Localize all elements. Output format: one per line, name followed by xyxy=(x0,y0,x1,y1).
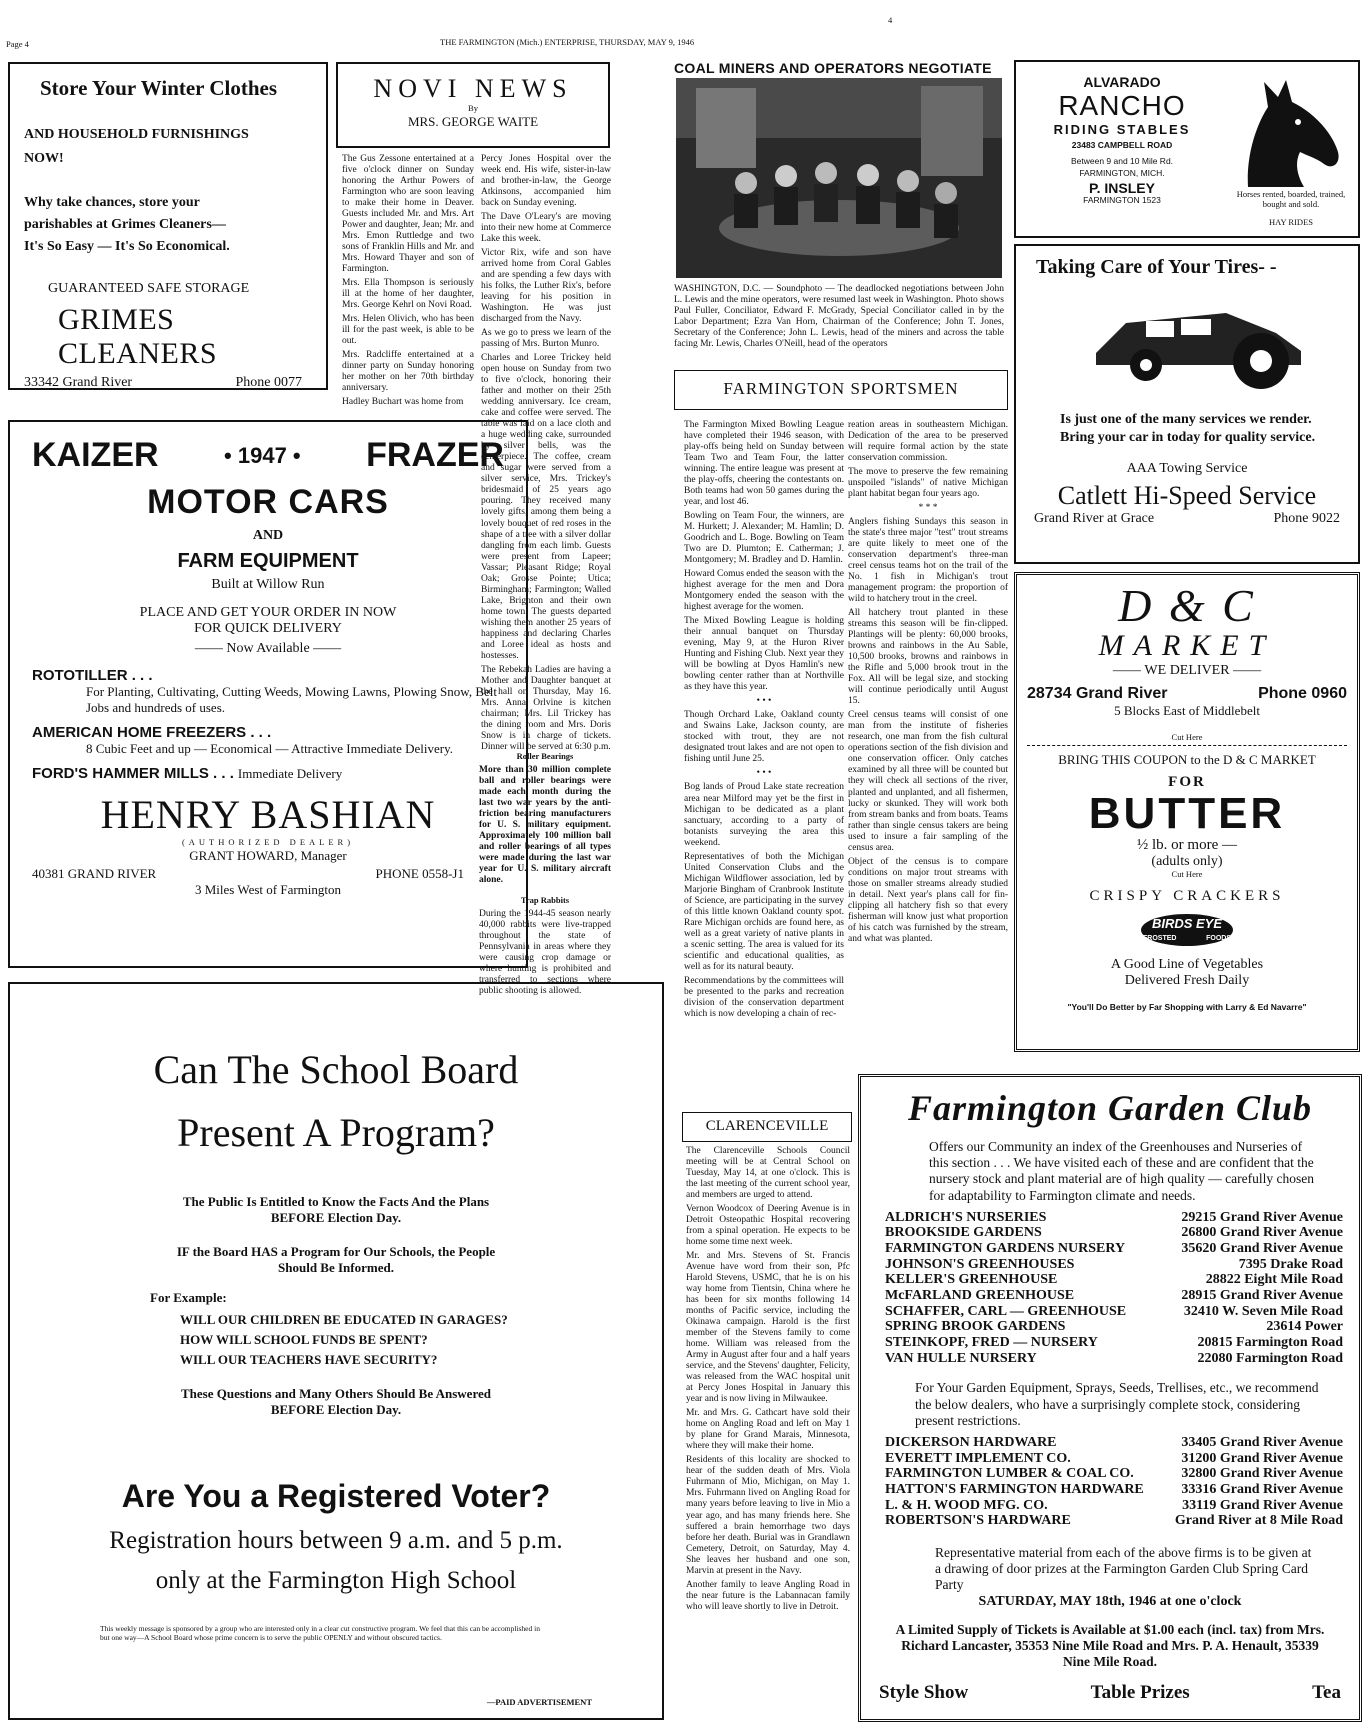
catlett-towing: AAA Towing Service xyxy=(1126,461,1248,477)
garden-intro: Offers our Community an index of the Greenhouses and Nurseries of this section . . . We have visited each of these and are confident that the nursery stock and plant material are of high quality — carefully chosen for adaptability to Farmington climate and needs. xyxy=(929,1139,1314,1203)
filler-heading: Roller Bearings xyxy=(516,751,574,761)
dealer-list xyxy=(885,1435,1343,1529)
catlett-address: Grand River at Grace xyxy=(1034,511,1155,527)
alvarado-line: Between 9 and 10 Mile Rd. xyxy=(1070,155,1174,166)
novi-paragraph: Charles and Loree Trickey held open house on Sunday from two to five o'clock, honoring their father and mother on their 25th wedding anniversary. Ice cream, cake and coffee were served. The table was laid on a lace cloth and a huge wedding cake, surrounded by silver bells, was the centerpiece. The coffee, cream and sugar were served from a silver service, Mrs. Trickey's bridesmaid of 25 years ago pouring. They received many lovely gifts, among them being a lovely bouquet of red roses in the shape of a tree with a silver dollar dangling from each limb. Guests were present from Lapeer; Vassar; Pleasant Ridge; Royal Oak; Grosse Pointe; Utica; Birmingham; Farmington; Walled Lake, Brighton and their own home town. The guests departed wishing them another 25 years of happiness and declaring Charles and Loree ideal as hosts and hostesses. xyxy=(481,353,611,661)
freezers-desc: 8 Cubic Feet and up — Economical — Attractive Immediate Delivery. xyxy=(86,741,454,756)
filler-text: More than 30 million complete ball and roller bearings were made each month during the last two war years by the anti-friction bearing manufacturers for U. S. military equipment. Approximately 100 million ball and roller bearings of all types were made during the last war year for U. S. military aircraft alone. xyxy=(479,764,611,885)
nursery-row: FARMINGTON GARDENS NURSERY 35620 Grand River Avenue xyxy=(885,1241,1343,1257)
school-question: WILL OUR CHILDREN BE EDUCATED IN GARAGES? xyxy=(180,1312,508,1327)
garden-club-ad xyxy=(858,1074,1362,1722)
sports-paragraph: Recommendations by the committees will be presented to the parks and recreation division of the conservation department which is now developing a chain of rec- xyxy=(684,975,844,1019)
farm-equipment: FARM EQUIPMENT xyxy=(177,550,359,572)
novi-paragraph: Mrs. Ella Thompson is seriously ill at the home of her daughter, Mrs. George Kehrl on Novi Road. xyxy=(342,278,474,311)
sports-paragraph: Though Orchard Lake, Oakland county and Swains Lake, Jackson county, are stocked with trout, they are not designated trout lakes and are not open to fishing until June 25. xyxy=(684,710,844,765)
kaizer-available: Now Available xyxy=(226,641,310,656)
dateline: THE FARMINGTON (Mich.) ENTERPRISE, THURSDAY, MAY 9, 1946 xyxy=(440,37,695,47)
school-line: Should Be Informed. xyxy=(278,1260,394,1275)
nursery-list xyxy=(885,1210,1343,1367)
filler-text: During the 1944-45 season nearly 40,000 rabbits were live-trapped throughout the state of Pennsylvania in areas where they were causing crop damage or where hunting is prohibited and transferred to sections where public shooting is allowed. xyxy=(479,908,611,996)
dc-for: FOR xyxy=(1168,773,1206,790)
car-tire-icon xyxy=(1086,283,1316,393)
dc-crackers: CRISPY CRACKERS xyxy=(1089,887,1285,904)
dc-coupon: BRING THIS COUPON to the D & C MARKET xyxy=(1058,751,1316,767)
dc-phone: Phone 0960 xyxy=(1258,685,1347,702)
kaizer-built: Built at Willow Run xyxy=(211,577,325,592)
horse-icon xyxy=(1228,72,1348,192)
nursery-row: McFARLAND GREENHOUSE 28915 Grand River Avenue xyxy=(885,1288,1343,1304)
grimes-line: AND HOUSEHOLD FURNISHINGS xyxy=(24,127,249,142)
clar-body xyxy=(686,1146,850,1722)
alvarado-line: RIDING STABLES xyxy=(1053,122,1191,137)
garden-title: Farmington Garden Club xyxy=(907,1088,1313,1128)
kaizer-ad: KAIZER • 1947 • FRAZER MOTOR CARS AND FARM EQUIPMENT Built at Willow Run PLACE AND GET YOUR ORDER IN NOW FOR QUICK DELIVERY —— Now Available —— ROTOTILLER . . . For Planting, Cultivating, Cutting Weeds, Mowing Lawns, Plowing Snow, Belt Jobs and hundreds of uses. AMERICAN HOME FREEZERS . . . 8 Cubic Feet and up — Economical — Attractive Immediate Delivery. FORD'S HAMMER MILLS . . . Immediate Delivery HENRY BASHIAN (AUTHORIZED DEALER) GRANT HOWARD, Manager 40381 GRAND RIVER PHONE 0558-J1 3 Miles West of Farmington xyxy=(8,420,528,968)
sports-header xyxy=(674,370,1008,410)
voter-heading: Are You a Registered Voter? xyxy=(121,1478,551,1514)
nursery-row: SPRING BROOK GARDENS 23614 Power xyxy=(885,1319,1343,1335)
dc-address: 28734 Grand River xyxy=(1027,685,1168,702)
sports-paragraph: The move to preserve the few remaining unspoiled "islands" of native Michigan plant habitat began four years ago. xyxy=(848,467,1008,500)
school-line: BEFORE Election Day. xyxy=(270,1210,402,1225)
nursery-row: ALDRICH'S NURSERIES 29215 Grand River Avenue xyxy=(885,1209,1343,1225)
hammer-mills: FORD'S HAMMER MILLS . . . xyxy=(32,765,234,782)
grimes-address: 33342 Grand River xyxy=(24,375,133,390)
garden-rep: Representative material from each of the above firms is to be given at a drawing of door prizes at the Farmington Garden Club Spring Card Party xyxy=(935,1545,1312,1593)
nursery-row: SCHAFFER, CARL — GREENHOUSE 32410 W. Seven Mile Road xyxy=(885,1303,1343,1319)
novi-paragraph: Victor Rix, wife and son have arrived home from Coral Gables and are spending a few days with his folks, the Luther Rix's, before leaving for his position in Washington. He was just discharged from the Navy. xyxy=(481,248,611,325)
clar-paragraph: Mr. and Mrs. G. Cathcart have sold their home on Angling Road and left on May 1 by plane for Grand Marais, Minnesota, where they will make their home. xyxy=(686,1408,850,1452)
garden-date: SATURDAY, MAY 18th, 1946 at one o'clock xyxy=(978,1593,1242,1609)
novi-paragraph: Hadley Buchart was home from xyxy=(342,397,464,408)
folio: 4 xyxy=(888,15,893,25)
dealer-row: ROBERTSON'S HARDWARE Grand River at 8 Mile Road xyxy=(885,1513,1343,1529)
coal-title: COAL MINERS AND OPERATORS NEGOTIATE xyxy=(674,60,992,76)
novi-paragraph: The Dave O'Leary's are moving into their new home at Commerce Lake this week. xyxy=(481,212,611,245)
page-number: Page 4 xyxy=(6,39,29,49)
catlett-phone: Phone 9022 xyxy=(1273,511,1340,527)
novi-paragraph: Mrs. Radcliffe entertained at a dinner party on Sunday honoring her mother on her 70th birthday anniversary. xyxy=(342,350,474,394)
clar-paragraph: The Clarenceville Schools Council meeting will be at Central School on Tuesday, May 14, at one o'clock. This is the last meeting of the current school year, and members are urged to attend. xyxy=(686,1146,850,1201)
school-line: The Public Is Entitled to Know the Facts And the Plans xyxy=(182,1194,490,1209)
tea: Tea xyxy=(1312,1682,1341,1704)
coal-story xyxy=(674,60,1004,360)
garden-tickets: A Limited Supply of Tickets is Available at $1.00 each (incl. tax) from Mrs. Richard Lancaster, 35353 Nine Mile Road and Mrs. P. A. Henault, 35339 Nine Mile Road. xyxy=(895,1621,1325,1669)
rototiller-desc: For Planting, Cultivating, Cutting Weeds, Mowing Lawns, Plowing Snow, Belt Jobs and hundreds of uses. xyxy=(86,684,497,715)
dc-market-ad: D & C MARKET —— WE DELIVER —— 28734 Grand River Phone 0960 5 Blocks East of Middlebelt Cut Here BRING THIS COUPON to the D & C MARKET FOR BUTTER ½ lb. or more — (adults only) Cut Here CRISPY CRACKERS BIRDS EYE FROSTED FOODS A Good Line of Vegetables Delivered Fresh Daily "You'll Do Better by Far Shopping with Larry & Ed Navarre" xyxy=(1014,572,1360,1052)
sports-col-1: The Farmington Mixed Bowling League have completed their 1946 season, with play-offs being held on Sunday between Team Two and Team Four, the latter winning. The entire league was present at the play-offs, cheering the contestants on. Both teams had won 50 games during the year, and lost 46. Bowling on Team Four, the winners, are M. Hurkett; J. Alexander; M. Hamlin; D. Goodrich and L. Boge. Bowling on Team Two are D. Plumton; E. Catherman; J. Montgomery; M. Bradley and D. Hamlin. Howard Comus ended the season with the highest average for the men and Dora Montgomery ended the season with the highest average for the women. The Mixed Bowling League is holding their annual banquet on Thursday evening, May 9, at the Huron River Hunting and Fishing Club. Next year they will be bowling at Dyos Hamlin's new bowling center rather than at Northville as they have this year. • • • Though Orchard Lake, Oakland county and Swains Lake, Jackson county, are stocked with trout, they are not designated trout lakes and are not open to fishing until June 25. • • • Bog lands of Proud Lake state recreation area near Milford may yet be the first in Michigan to be dedicated as a plant sanctuary, according to a party of botanists surveying the area this weekend. Representatives of both the Michigan United Conservation Clubs and the Michigan Wildflower association, led by Marjorie Bingham of Cranbrook Institute of Science, are participating in the survey of this little known Oakland county spot. Rare Michigan orchids are found here, as well as a great variety of native plants in a scenic setting. The area is valued for its scientific and educational qualities, as well as for its natural beauty. Recommendations by the committees will be presented to the parks and recreation division of the conservation department which is now developing a chain of rec- xyxy=(684,420,844,1019)
alvarado-line: ALVARADO xyxy=(1083,74,1161,90)
sports-paragraph: The Farmington Mixed Bowling League have completed their 1946 season, with play-offs being held on Sunday between Team Two and Team Four, the latter winning. The entire league was present at the play-offs, cheering the contestants on. Both teams had won 50 games during the year, and lost 46. xyxy=(684,420,844,508)
nursery-row: VAN HULLE NURSERY 22080 Farmington Road xyxy=(885,1350,1343,1366)
alvarado-line: FARMINGTON, MICH. xyxy=(1079,167,1165,178)
grimes-name: GRIMES CLEANERS xyxy=(58,303,218,370)
school-line: BEFORE Election Day. xyxy=(270,1402,402,1417)
dealer-row: L. & H. WOOD MFG. CO. 33119 Grand River Avenue xyxy=(885,1497,1343,1513)
dc-veg: Delivered Fresh Daily xyxy=(1124,972,1250,988)
hammer-mills-desc: Immediate Delivery xyxy=(237,766,343,781)
sports-title: FARMINGTON SPORTSMEN xyxy=(723,379,959,398)
dc-veg: A Good Line of Vegetables xyxy=(1110,956,1264,972)
kaizer-order: PLACE AND GET YOUR ORDER IN NOW xyxy=(139,605,397,620)
alvarado-horses: Horses rented, boarded, trained, bought and sold. xyxy=(1236,189,1346,209)
rototiller: ROTOTILLER . . . xyxy=(32,667,153,684)
alvarado-owner: P. INSLEY xyxy=(1089,180,1155,197)
clar-header xyxy=(682,1112,852,1142)
dc-blocks: 5 Blocks East of Middlebelt xyxy=(1114,703,1260,718)
grimes-line: parishables at Grimes Cleaners— xyxy=(24,217,226,232)
catlett-name: Catlett Hi-Speed Service xyxy=(1057,481,1317,511)
catlett-title: Taking Care of Your Tires- - xyxy=(1036,256,1277,278)
school-example: For Example: xyxy=(150,1290,227,1305)
dealer-miles: 3 Miles West of Farmington xyxy=(194,881,342,897)
alvarado-line: 23483 CAMPBELL ROAD xyxy=(1071,140,1173,150)
grimes-phone: Phone 0077 xyxy=(235,375,302,390)
birds-eye-text: BIRDS EYE xyxy=(1151,915,1223,931)
school-question: WILL OUR TEACHERS HAVE SECURITY? xyxy=(180,1352,438,1367)
birds-eye-logo xyxy=(1139,913,1235,947)
sports-paragraph: Representatives of both the Michigan United Conservation Clubs and the Michigan Wildflower association, led by Marjorie Bingham of Cranbrook Institute of Science, are participating in the survey of this little known Oakland county spot. Rare Michigan orchids are found here, as well as a great variety of native plants in a scenic setting. The area is valued for its scientific and educational qualities, as well as for its natural beauty. xyxy=(684,851,844,972)
school-line: These Questions and Many Others Should Be Answered xyxy=(180,1386,491,1401)
frazer-word: FRAZER xyxy=(366,436,504,474)
grimes-ad xyxy=(8,62,328,390)
alvarado-ad xyxy=(1014,60,1360,238)
alvarado-phone: FARMINGTON 1523 xyxy=(1083,195,1161,206)
dealer-row: FARMINGTON LUMBER & COAL CO. 32800 Grand River Avenue xyxy=(885,1466,1343,1482)
school-heading: Can The School Board xyxy=(153,1047,519,1092)
nursery-row: JOHNSON'S GREENHOUSES 7395 Drake Road xyxy=(885,1256,1343,1272)
sports-separator: * * * xyxy=(918,503,938,514)
sports-paragraph: All hatchery trout planted in these streams this season will be fin-clipped. Plantings will be plenty: 60,000 brooks, browns and rainbows in the Au Sable, 10,500 brooks, browns and rainbows in the Rifle and 5,000 brook trout in the Fox. All will be legal size, and stocking will continue periodically until August 15. xyxy=(848,608,1008,707)
sports-paragraph: Creel census teams will consist of one man from the institute of fisheries research, one man from the fish cultural operations section of the fish division and one conservation officer. Only catches examined by all three will be counted but they will check all sections of the river, planted and unplanted, and all fishermen, lucky or skunked. They will work both from stream banks and from boats. Teams rather than single census takers are being used to insure a fair sampling of the census area. xyxy=(848,710,1008,853)
kaizer-quick: FOR QUICK DELIVERY xyxy=(194,621,342,636)
school-heading: Present A Program? xyxy=(177,1110,495,1155)
sports-paragraph: Anglers fishing Sundays this season in the state's three major "test" trout streams are quite likely to meet one of the conservation department's three-man creel census teams hot on the trail of the No. 1 fish in Michigan's trout management program: the proportion of wild to hatchery trout in the creel. xyxy=(848,517,1008,605)
cut-here: Cut Here xyxy=(1171,868,1203,879)
novi-header xyxy=(336,62,610,148)
nursery-row: BROOKSIDE GARDENS 26800 Grand River Avenue xyxy=(885,1225,1343,1241)
catlett-body: Is just one of the many services we render. Bring your car in today for quality service. xyxy=(1060,412,1316,446)
catlett-ad xyxy=(1014,244,1360,564)
dealer-name: HENRY BASHIAN xyxy=(100,792,436,837)
dc-adults: (adults only) xyxy=(1151,853,1223,869)
dc-deliver: WE DELIVER xyxy=(1144,663,1230,678)
registration-place: only at the Farmington High School xyxy=(155,1567,517,1594)
style-show: Style Show xyxy=(879,1682,969,1704)
coal-photo xyxy=(676,78,1002,278)
grimes-line: NOW! xyxy=(24,151,64,166)
dealer-phone: PHONE 0558-J1 xyxy=(375,865,464,881)
novi-title: NOVI NEWS xyxy=(373,74,573,103)
alvarado-hay: HAY RIDES xyxy=(1268,217,1313,227)
grimes-line: Why take chances, store your xyxy=(24,195,200,210)
clar-title: CLARENCEVILLE xyxy=(705,1118,829,1134)
grimes-line: GUARANTEED SAFE STORAGE xyxy=(48,281,250,296)
garden-equip: For Your Garden Equipment, Sprays, Seeds, Trellises, etc., we recommend the below dealers, who have a surprisingly complete stock, considering present restrictions. xyxy=(915,1380,1319,1428)
grimes-line: It's So Easy — It's So Economical. xyxy=(24,239,230,254)
dc-lb: ½ lb. or more — xyxy=(1137,836,1237,853)
novi-paragraph: As we go to press we learn of the passing of Mrs. Burton Munro. xyxy=(481,328,611,350)
dealer-row: EVERETT IMPLEMENT CO. 31200 Grand River Avenue xyxy=(885,1450,1343,1466)
coal-caption: WASHINGTON, D.C. — Soundphoto — The deadlocked negotiations between John L. Lewis and the mine operators, were resumed last week in Washington. Photo shows Paul Fuller, Conciliator, Edward F. McGrady, Special Conciliator called in by the Labor Department; Ezra Van Horn, Chairman of the Conference; John T. Jones, Secretary of the Conference; John L. Lewis, head of the miners and across the table facing Mr. Lewis, Charles O'Neill, head of the operators xyxy=(674,284,1004,350)
clar-paragraph: Vernon Woodcox of Deering Avenue is in Detroit Osteopathic Hospital recovering from a spinal operation. He expects to be home some time next week. xyxy=(686,1204,850,1248)
school-question: HOW WILL SCHOOL FUNDS BE SPENT? xyxy=(180,1332,428,1347)
kaizer-year: • 1947 • xyxy=(224,442,301,468)
school-line: IF the Board HAS a Program for Our Schools, the People xyxy=(176,1244,496,1259)
school-board-ad xyxy=(8,982,664,1720)
dealer-row: DICKERSON HARDWARE 33405 Grand River Avenue xyxy=(885,1435,1343,1451)
sports-paragraph: Howard Comus ended the season with the highest average for the men and Dora Montgomery ended the season with the highest average for the women. xyxy=(684,569,844,613)
sports-paragraph: Bowling on Team Four, the winners, are M. Hurkett; J. Alexander; M. Hamlin; D. Goodrich and L. Boge. Bowling on Team Two are D. Plumton; E. Catherman; J. Montgomery; M. Bradley and D. Hamlin. xyxy=(684,511,844,566)
grimes-title: Store Your Winter Clothes xyxy=(40,76,278,100)
dc-market: MARKET xyxy=(1098,629,1276,662)
sports-paragraph: The Mixed Bowling League is holding their annual banquet on Thursday evening, May 9, at the Huron River Hunting and Fishing Club. Next year they will be bowling at Dyos Hamlin's new bowling center rather than at Northville as they have this year. xyxy=(684,616,844,693)
novi-paragraph: The Rebekah Ladies are having a Mother and Daughter banquet at the hall on Thursday, May 16. Mrs. Anna Orlvine is kitchen chairman; Mrs. Lil Trickey has the dining room and Mrs. Doris Snow is in charge of tickets. Dinner will be served at 6:30 p.m. xyxy=(481,664,611,752)
dealer-address: 40381 GRAND RIVER xyxy=(32,865,157,881)
novi-col-1 xyxy=(342,154,474,408)
novi-paragraph: The Gus Zessone entertained at a five o'clock dinner on Sunday honoring the Arthur Powers of Farmington who are soon leaving to make their home in Deaver. Guests included Mr. and Mrs. Art Power and daughter, Jean; Mr. and Mrs. Emon Ruttledge and two sons of Franklin Hills and Mr. and Mrs. Howard Thayer and son of Farmington. xyxy=(342,154,474,275)
sports-paragraph: reation areas in southeastern Michigan. Dedication of the area to be preserved will require formal action by the state conservation commission. xyxy=(848,420,1008,464)
kaizer-and: AND xyxy=(252,528,284,543)
sports-paragraph: Bog lands of Proud Lake state recreation area near Milford may yet be the first in Michigan to be dedicated as a plant sanctuary, according to a party of botanists surveying the area this weekend. xyxy=(684,782,844,848)
sports-paragraph: Object of the census is to compare conditions on major trout streams with those on smaller streams already studied in detail. Next year's plans call for fin-clipping all hatchery fish so that every fisherman will know just what proportion of his catch was furnished by the stream, and what was planted. xyxy=(848,856,1008,944)
dealer-row: HATTON'S FARMINGTON HARDWARE 33316 Grand River Avenue xyxy=(885,1482,1343,1498)
foods-text: FOODS xyxy=(1206,934,1231,942)
novi-paragraph: Mrs. Helen Olivich, who has been ill for the past week, is able to be out. xyxy=(342,314,474,347)
dealer-auth: (AUTHORIZED DEALER) xyxy=(181,837,355,847)
clar-paragraph: Another family to leave Angling Road in the near future is the Labannacan family who will leave shortly to live in Detroit. xyxy=(686,1579,850,1612)
novi-paragraph: Percy Jones Hospital over the week end. His wife, sister-in-law and brother-in-law, the George Atkinsons, accompanied him back on Sunday evening. xyxy=(481,154,611,209)
paid-advertisement: —PAID ADVERTISEMENT xyxy=(486,1697,592,1708)
kaizer-word: KAIZER xyxy=(32,436,159,474)
clar-paragraph: Residents of this locality are shocked to hear of the sudden death of Mrs. Viola Fuhrmann of Mio, Michigan, on May 1. Mrs. Fuhrmann lived on Angling Road for many years before leaving to live in Mio a year ago, and has many friends here. She suffered a brain hemorrhage two days before her death. Burial was in Grandlawn Cemetery, Detroit, on Saturday, May 4. She leaves her husband and one son, Marvin at present in the Navy. xyxy=(686,1455,850,1576)
dc-slogan: "You'll Do Better by Far Shopping with Larry & Ed Navarre" xyxy=(1067,1001,1307,1012)
novi-by: By xyxy=(468,103,478,113)
nursery-row: STEINKOPF, FRED — NURSERY 20815 Farmington Road xyxy=(885,1335,1343,1351)
alvarado-rancho: RANCHO xyxy=(1058,90,1186,121)
dealer-manager: GRANT HOWARD, Manager xyxy=(189,847,347,863)
cut-here: Cut Here xyxy=(1171,732,1203,742)
novi-author: MRS. GEORGE WAITE xyxy=(407,113,539,129)
motor-cars: MOTOR CARS xyxy=(147,483,389,521)
registration-hours: Registration hours between 9 a.m. and 5 p.m. xyxy=(109,1527,563,1554)
clar-paragraph: Mr. and Mrs. Stevens of St. Francis Avenue have word from their son, Pfc Harold Stevens, USMC, that he is on his way home from Tientsin, China where he has been for six months following 14 months of Pacific service, including the Okinawa campaign. Harold is the first member of the Stevens family to come home. William was released from the Army in August after four and a half years service, and the Stevens' daughter, Felicity, was released from the WAC hospital unit at Percy Jones Hospital in January this year and is now living in Milwaukee. xyxy=(686,1251,850,1405)
frosted-text: FROSTED xyxy=(1143,934,1177,942)
dc-butter: BUTTER xyxy=(1088,788,1286,838)
sports-col-2 xyxy=(848,420,1008,1060)
filler-heading: Trap Rabbits xyxy=(520,894,570,905)
table-prizes: Table Prizes xyxy=(1090,1682,1190,1704)
dc-title: D & C xyxy=(1118,580,1256,631)
school-fine-print: This weekly message is sponsored by a group who are interested only in a clear cut constructive program. We feel that this can be accomplished in but one way—A School Board whose prime concern is to serve the public OPENLY and without obscured tactics. xyxy=(100,1624,540,1642)
freezers: AMERICAN HOME FREEZERS . . . xyxy=(32,724,272,741)
nursery-row: KELLER'S GREENHOUSE 28822 Eight Mile Road xyxy=(885,1272,1343,1288)
